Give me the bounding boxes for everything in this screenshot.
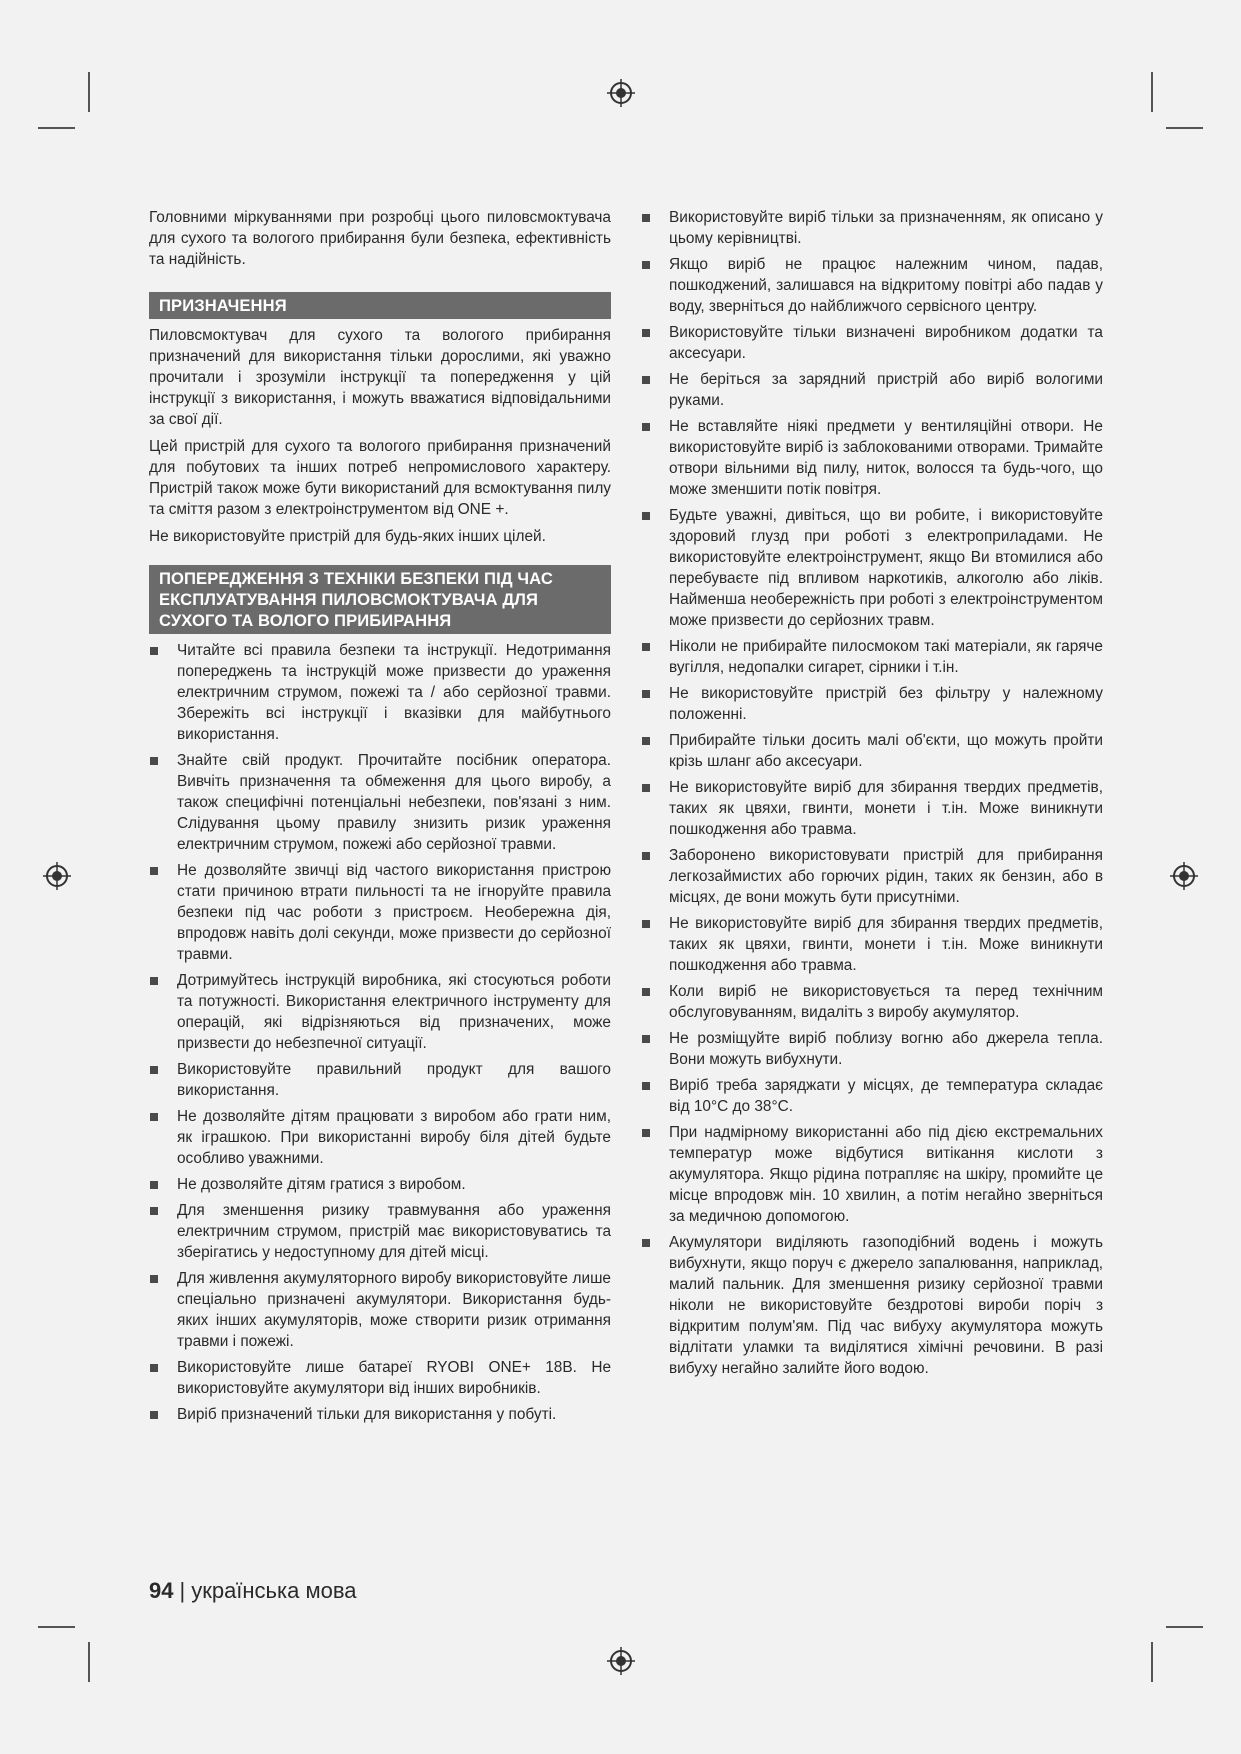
bullet-square-icon — [150, 1113, 158, 1121]
purpose-paragraph: Пиловсмоктувач для сухого та вологого прибирання призначений для використання тільки дорослими, які уважно прочитали і зрозуміли інструкції та попередження у цій інструкції з використання, і можуть вважатися відповідальними за свої дії. — [149, 327, 611, 428]
list-item: При надмірному використанні або під дією екстремальних температур може відбутися витікання кислоти з акумулятора. Якщо рідина потрапляє на шкіру, промийте це місце впродовж мін. 10 хвилин, а потім негайно зверніться за медичною допомогою. — [641, 1122, 1103, 1227]
list-item: Використовуйте правильний продукт для вашого використання. — [149, 1059, 611, 1101]
crop-mark-top-right-horizontal — [1166, 127, 1203, 129]
list-item: Не використовуйте виріб для збирання твердих предметів, таких як цвяхи, гвинти, монети і т.ін. Може виникнути пошкодження або травма. — [641, 913, 1103, 976]
left-column — [149, 207, 611, 1430]
list-item: Будьте уважні, дивіться, що ви робите, і використовуйте здоровий глузд при роботі з електроприладами. Не використовуйте електроінструмент, якщо Ви втомилися або перебуваєте під впливом наркотиків, алкоголю або ліків. Найменша необережність при роботі з електроінструментом може призвести до серйозних травм. — [641, 505, 1103, 631]
list-item: Не вставляйте ніякі предмети у вентиляційні отвори. Не використовуйте виріб із заблокованими отворами. Тримайте отвори вільними від пилу, ниток, волосся та будь-чого, що може зменшити потік повітря. — [641, 416, 1103, 500]
list-item: Використовуйте тільки визначені виробником додатки та аксесуари. — [641, 322, 1103, 364]
purpose-heading: ПРИЗНАЧЕННЯ — [149, 292, 611, 319]
bullet-square-icon — [642, 1082, 650, 1090]
bullet-square-icon — [642, 261, 650, 269]
bullet-square-icon — [150, 867, 158, 875]
bullet-square-icon — [642, 852, 650, 860]
bullet-square-icon — [150, 647, 158, 655]
footer-language: українська мова — [191, 1578, 357, 1603]
bullet-square-icon — [150, 1066, 158, 1074]
list-item: Виріб треба заряджати у місцях, де температура складає від 10°C до 38°C. — [641, 1075, 1103, 1117]
crop-mark-top-right-vertical — [1151, 72, 1153, 112]
list-item: Коли виріб не використовується та перед технічним обслуговуванням, видаліть з виробу акумулятор. — [641, 981, 1103, 1023]
bullet-square-icon — [642, 920, 650, 928]
safety-list-left — [149, 640, 611, 1425]
bullet-square-icon — [642, 376, 650, 384]
bullet-square-icon — [642, 737, 650, 745]
page-footer — [149, 1578, 357, 1604]
list-item: Знайте свій продукт. Прочитайте посібник оператора. Вивчіть призначення та обмеження для цього виробу, а також специфічні потенціальні небезпеки, пов'язані з ним. Слідування цьому правилу знизить ризик ураження електричним струмом, пожежі або серйозної травми. — [149, 750, 611, 855]
crop-mark-bottom-left-vertical — [88, 1642, 90, 1682]
bullet-square-icon — [642, 1239, 650, 1247]
bullet-square-icon — [642, 784, 650, 792]
right-column — [641, 207, 1103, 1384]
bullet-square-icon — [150, 1364, 158, 1372]
footer-separator: | — [179, 1578, 186, 1603]
bullet-square-icon — [150, 1207, 158, 1215]
list-item: Для зменшення ризику травмування або ураження електричним струмом, пристрій має використовуватись та зберігатись у недоступному для дітей місці. — [149, 1200, 611, 1263]
list-item: Прибирайте тільки досить малі об'єкти, що можуть пройти крізь шланг або аксесуари. — [641, 730, 1103, 772]
bullet-square-icon — [642, 214, 650, 222]
bullet-square-icon — [642, 690, 650, 698]
list-item: Дотримуйтесь інструкцій виробника, які стосуються роботи та потужності. Використання електричного інструменту для операцій, які відрізняються від призначених, може призвести до небезпечної ситуації. — [149, 970, 611, 1054]
bullet-square-icon — [642, 329, 650, 337]
bullet-square-icon — [642, 988, 650, 996]
intro-paragraph: Головними міркуваннями при розробці цього пиловсмоктувача для сухого та вологого прибирання були безпека, ефективність та надійність. — [149, 209, 611, 268]
list-item: Не дозволяйте дітям гратися з виробом. — [149, 1174, 611, 1195]
bullet-square-icon — [642, 643, 650, 651]
list-item: Для живлення акумуляторного виробу використовуйте лише спеціально призначені акумулятори. Використання будь-яких інших акумуляторів, може створити ризик отримання травми і пожежі. — [149, 1268, 611, 1352]
registration-mark-icon — [42, 861, 72, 891]
bullet-square-icon — [150, 757, 158, 765]
list-item: Якщо виріб не працює належним чином, падав, пошкоджений, залишався на відкритому повітрі або падав у воду, зверніться до найближчого сервісного центру. — [641, 254, 1103, 317]
list-item: Виріб призначений тільки для використання у побуті. — [149, 1404, 611, 1425]
bullet-square-icon — [642, 1035, 650, 1043]
list-item: Не дозволяйте дітям працювати з виробом або грати ним, як іграшкою. При використанні виробу біля дітей будьте особливо уважними. — [149, 1106, 611, 1169]
list-item: Не використовуйте пристрій без фільтру у належному положенні. — [641, 683, 1103, 725]
page-number: 94 — [149, 1578, 174, 1603]
list-item: Не беріться за зарядний пристрій або виріб вологими руками. — [641, 369, 1103, 411]
registration-mark-icon — [606, 78, 636, 108]
list-item: Використовуйте виріб тільки за призначенням, як описано у цьому керівництві. — [641, 207, 1103, 249]
crop-mark-top-left-vertical — [88, 72, 90, 112]
bullet-square-icon — [150, 977, 158, 985]
list-item: Використовуйте лише батареї RYOBI ONE+ 18В. Не використовуйте акумулятори від інших виробників. — [149, 1357, 611, 1399]
list-item: Не дозволяйте звичці від частого використання пристрою стати причиною втрати пильності та не ігноруйте правила безпеки під час роботи з пристроєм. Необережна дія, впродовж навіть долі секунди, може призвести до серйозної травми. — [149, 860, 611, 965]
list-item: Заборонено використовувати пристрій для прибирання легкозаймистих або горючих рідин, таких як бензин, або в місцях, де вони можуть бути присутніми. — [641, 845, 1103, 908]
bullet-square-icon — [150, 1411, 158, 1419]
bullet-square-icon — [642, 423, 650, 431]
safety-heading: ПОПЕРЕДЖЕННЯ З ТЕХНІКИ БЕЗПЕКИ ПІД ЧАС ЕКСПЛУАТУВАННЯ ПИЛОВСМОКТУВАЧА ДЛЯ СУХОГО ТА ВОЛОГО ПРИБИРАННЯ — [149, 565, 611, 634]
list-item: Ніколи не прибирайте пилосмоком такі матеріали, як гаряче вугілля, недопалки сигарет, сірники і т.ін. — [641, 636, 1103, 678]
crop-mark-bottom-right-vertical — [1151, 1642, 1153, 1682]
list-item: Акумулятори виділяють газоподібний водень і можуть вибухнути, якщо поруч є джерело запалювання, наприклад, малий пальник. Для зменшення ризику серйозної травми ніколи не використовуйте бездротові вироби поріч з відкритим полум'ям. Під час вибуху акумулятора можуть відлітати уламки та виділятися хімічні речовини. В разі вибуху негайно залийте його водою. — [641, 1232, 1103, 1379]
safety-list-right — [641, 207, 1103, 1379]
bullet-square-icon — [642, 1129, 650, 1137]
crop-mark-bottom-right-horizontal — [1166, 1626, 1203, 1628]
bullet-square-icon — [642, 512, 650, 520]
purpose-paragraph: Цей пристрій для сухого та вологого прибирання призначений для побутових та інших потреб непромислового характеру. Пристрій також може бути використаний для всмоктування пилу та сміття разом з електроінструментом від ONE +. — [149, 438, 611, 518]
registration-mark-icon — [1169, 861, 1199, 891]
list-item: Не розміщуйте виріб поблизу вогню або джерела тепла. Вони можуть вибухнути. — [641, 1028, 1103, 1070]
purpose-paragraph: Не використовуйте пристрій для будь-яких інших цілей. — [149, 528, 546, 545]
bullet-square-icon — [150, 1181, 158, 1189]
registration-mark-icon — [606, 1646, 636, 1676]
list-item: Не використовуйте виріб для збирання твердих предметів, таких як цвяхи, гвинти, монети і т.ін. Може виникнути пошкодження або травма. — [641, 777, 1103, 840]
bullet-square-icon — [150, 1275, 158, 1283]
crop-mark-bottom-left-horizontal — [38, 1626, 75, 1628]
crop-mark-top-left-horizontal — [38, 127, 75, 129]
list-item: Читайте всі правила безпеки та інструкції. Недотримання попереджень та інструкцій може призвести до ураження електричним струмом, пожежі та / або серйозної травми. Збережіть всі інструкції і вказівки для майбутнього використання. — [149, 640, 611, 745]
